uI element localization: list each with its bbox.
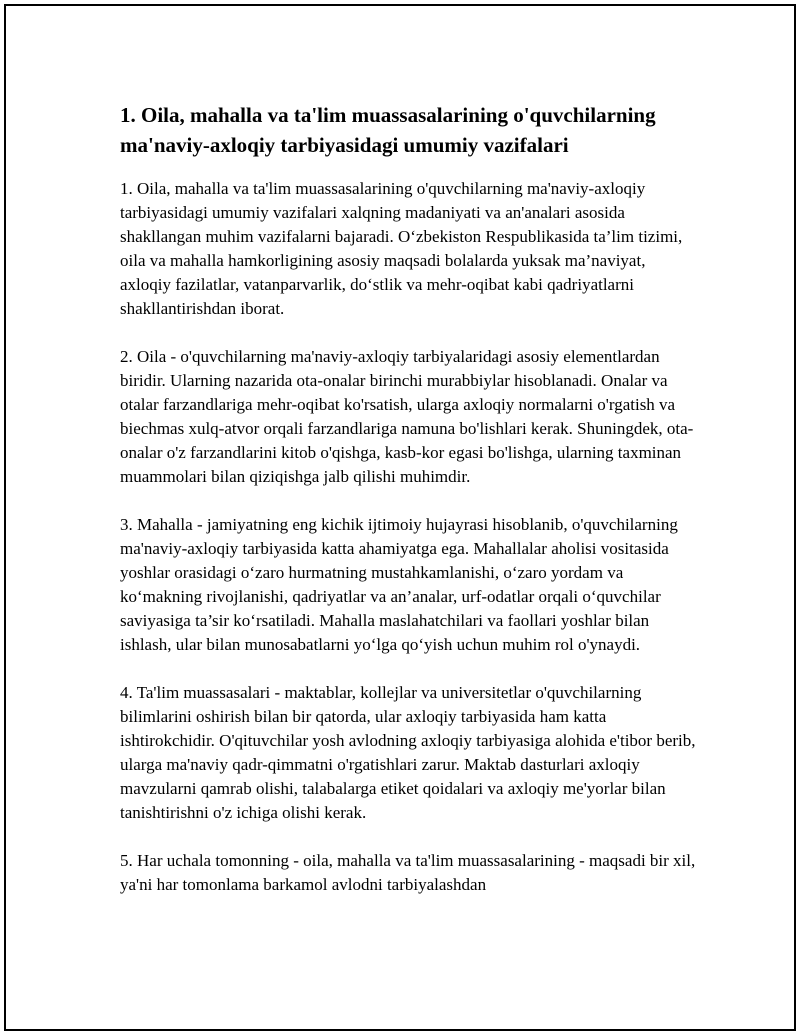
paragraph-5: 5. Har uchala tomonning - oila, mahalla va ta'lim muassasalarining - maqsadi bir xil, ya'ni har tomonlama barkamol avlodni tarbiyalashdan bbox=[120, 851, 696, 894]
paragraph-4: 4. Ta'lim muassasalari - maktablar, kollejlar va universitetlar o'quvchilarning bilimlarini oshirish bilan bir qatorda, ular axloqiy tarbiyasida ham katta ishtirokchidir. O'qituvchilar yosh avlodning axloqiy tarbiyasiga alohida e'tibor berib, ularga ma'naviy qadr-qimmatni o'rgatishlari zarur. Maktab dasturlari axloqiy mavzularni qamrab olishi, talabalarga etiket qoidalari va axloqiy me'yorlar bilan tanishtirishni o'z ichiga olishi kerak. bbox=[120, 683, 696, 822]
document-title: 1. Oila, mahalla va ta'lim muassasalarining o'quvchilarning ma'naviy-axloqiy tarbiyasidagi umumiy vazifalari bbox=[120, 103, 656, 157]
paragraph-1: 1. Oila, mahalla va ta'lim muassasalarining o'quvchilarning ma'naviy-axloqiy tarbiyasidagi umumiy vazifalari xalqning madaniyati va an'analari asosida shakllangan muhim vazifalarni bajaradi. O‘zbekiston Respublikasida ta’lim tizimi, oila va mahalla hamkorligining asosiy maqsadi bolalarda yuksak ma’naviyat, axloqiy fazilatlar, vatanparvarlik, do‘stlik va mehr-oqibat kabi qadriyatlarni shakllantirishdan iborat. bbox=[120, 179, 683, 318]
document-body bbox=[120, 100, 700, 921]
paragraph-2: 2. Oila - o'quvchilarning ma'naviy-axloqiy tarbiyalaridagi asosiy elementlardan biridir. Ularning nazarida ota-onalar birinchi murabbiylar hisoblanadi. Onalar va otalar farzandlariga mehr-oqibat ko'rsatish, ularga axloqiy normalarni o'rgatish va biechmas xulq-atvor orqali farzandlariga namuna bo'lishlari kerak. Shuningdek, ota-onalar o'z farzandlarini kitob o'qishga, kasb-kor egasi bo'lishga, ularning taxminan muammolari bilan qiziqishga jalb qilishi muhimdir. bbox=[120, 347, 694, 486]
page-frame bbox=[4, 4, 796, 1031]
paragraph-3: 3. Mahalla - jamiyatning eng kichik ijtimoiy hujayrasi hisoblanib, o'quvchilarning ma'naviy-axloqiy tarbiyasida katta ahamiyatga ega. Mahallalar aholisi vositasida yoshlar orasidagi o‘zaro hurmatning mustahkamlanishi, o‘zaro yordam va ko‘makning rivojlanishi, qadriyatlar va an’analar, urf-odatlar orqali o‘quvchilar saviyasiga ta’sir ko‘rsatiladi. Mahalla maslahatchilari va faollari yoshlar bilan ishlash, ular bilan munosabatlarni yo‘lga qo‘yish uchun muhim rol o'ynaydi. bbox=[120, 515, 678, 654]
